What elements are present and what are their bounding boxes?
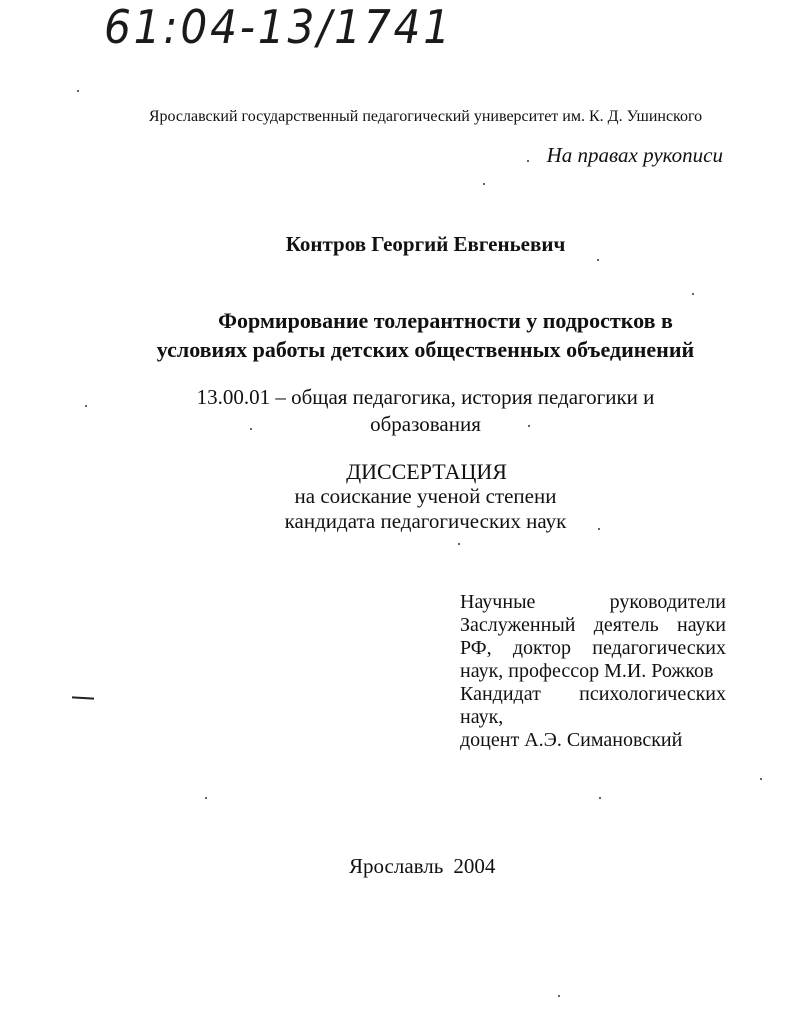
scan-speck (250, 428, 252, 430)
scan-speck (527, 160, 529, 162)
scan-speck (558, 995, 560, 997)
specialty-code (0, 384, 799, 438)
scan-speck (483, 183, 485, 185)
degree-line-2: кандидата педагогических наук (284, 509, 567, 533)
footer-city: Ярославль (349, 854, 444, 878)
title-line-1: Формирование толерантности у подростков в (218, 308, 673, 333)
city-year (349, 854, 495, 879)
degree-line-1: на соискание ученой степени (294, 484, 557, 508)
scan-speck (528, 425, 530, 427)
supervisors-line-4: наук, профессор М.И. Рожков (460, 660, 714, 682)
scan-speck (760, 778, 762, 780)
supervisors-line-2: Заслуженный деятель науки (460, 614, 726, 636)
manuscript-rights-note: На правах рукописи (546, 143, 723, 167)
scan-speck (458, 543, 460, 545)
university-name: Ярославский государственный педагогический университет им. К. Д. Ушинского (148, 108, 703, 125)
degree-description (0, 484, 799, 534)
author-name: Контров Георгий Евгеньевич (285, 232, 566, 256)
supervisors-line-5: Кандидат психологических наук, (460, 683, 726, 728)
dissertation-label: ДИССЕРТАЦИЯ (346, 459, 507, 484)
archive-number-handwritten: 61:04-13/1741 (104, 0, 453, 54)
scan-speck (598, 528, 600, 530)
footer-year: 2004 (453, 854, 496, 878)
specialty-line-1: 13.00.01 – общая педагогика, история педагогики и (196, 385, 655, 409)
dissertation-title (0, 306, 799, 364)
supervisors-line-6: доцент А.Э. Симановский (460, 729, 683, 751)
scan-speck (77, 90, 79, 92)
supervisors-line-3: РФ, доктор педагогических (460, 637, 726, 659)
scan-speck (692, 293, 694, 295)
scan-speck (85, 405, 87, 407)
supervisors-block (460, 591, 726, 752)
scan-speck (597, 259, 599, 261)
scan-speck (205, 797, 207, 799)
scan-mark-dash (72, 696, 94, 699)
supervisors-line-1: Научные руководители (460, 591, 726, 613)
scan-speck (599, 797, 601, 799)
title-line-2: условиях работы детских общественных объединений (156, 337, 695, 362)
specialty-line-2: образования (370, 412, 481, 436)
